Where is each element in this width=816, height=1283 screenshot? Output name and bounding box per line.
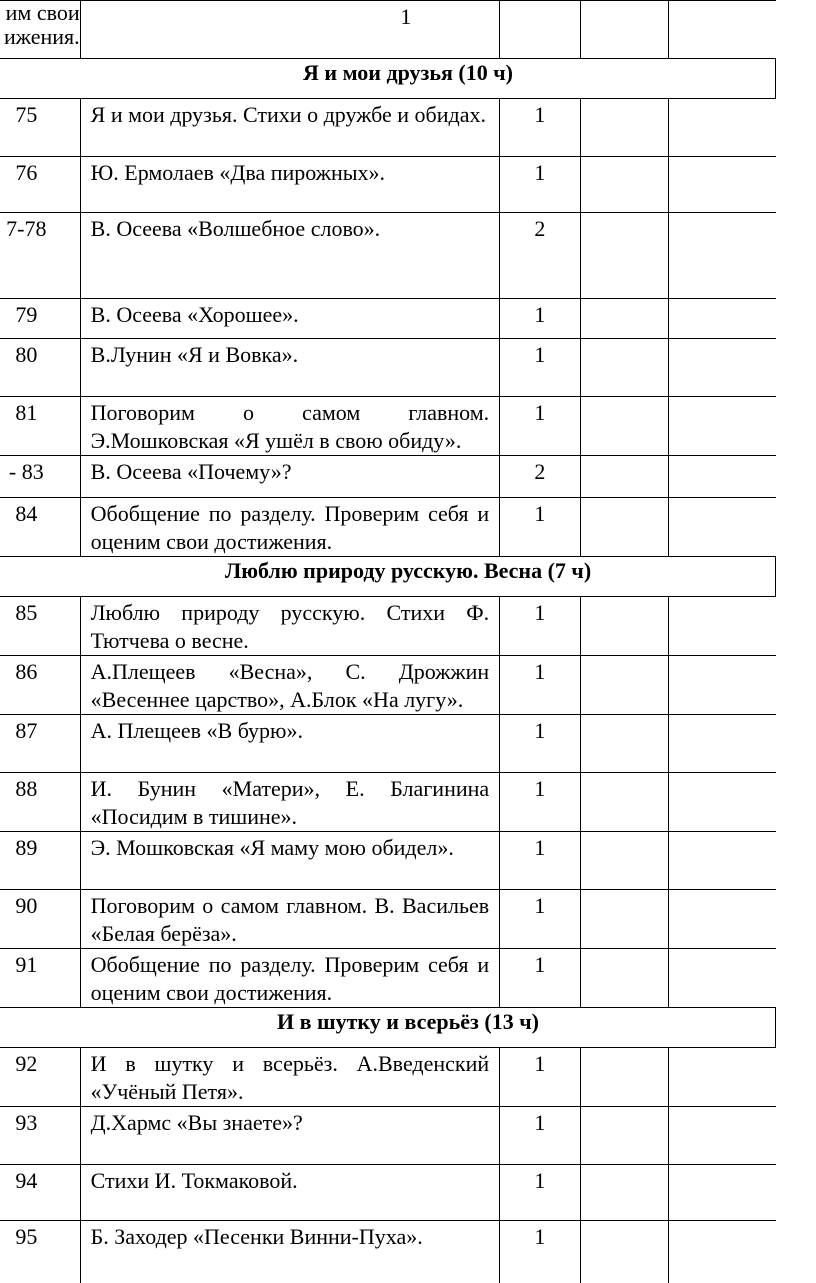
hours-value: 1 <box>534 835 546 860</box>
hours-cell <box>500 949 580 1008</box>
hours-cell <box>500 498 580 557</box>
lesson-plan-body <box>0 1 776 1283</box>
lesson-number: 80 <box>15 342 38 367</box>
hours-value: 1 <box>534 893 546 918</box>
hours-value: 1 <box>534 302 546 327</box>
section-title: Я и мои друзья (10 ч) <box>303 60 513 85</box>
table-row <box>0 1048 776 1107</box>
hours-cell <box>500 1107 580 1165</box>
hours-cell <box>500 1221 580 1283</box>
lesson-number: 90 <box>15 893 38 918</box>
date-cell <box>580 1107 668 1165</box>
topic-cell <box>80 1107 500 1165</box>
lesson-topic: В. Осеева «Волшебное слово». <box>90 216 381 241</box>
hours-value: 1 <box>534 952 546 977</box>
lesson-number-cell <box>0 949 80 1008</box>
notes-cell <box>668 890 775 949</box>
hours-value: 1 <box>534 1168 546 1193</box>
topic-cell <box>80 715 500 773</box>
table-row <box>0 498 776 557</box>
hours-value: 1 <box>534 776 546 801</box>
hours-cell <box>500 656 580 715</box>
hours-value: 2 <box>534 216 546 241</box>
hours-value: 2 <box>534 459 546 484</box>
notes-cell <box>668 339 775 397</box>
topic-cell <box>80 890 500 949</box>
lesson-number: 89 <box>15 835 38 860</box>
hours-cell <box>500 157 580 213</box>
lesson-number-line: им свои <box>5 0 80 25</box>
lesson-topic: Поговорим о самом главном. Э.Мошковская «Я ушёл в свою обиду». <box>90 400 490 453</box>
lesson-topic: В.Лунин «Я и Вовка». <box>90 342 299 367</box>
hours-cell <box>500 1 580 59</box>
lesson-number: 79 <box>15 302 38 327</box>
hours-cell <box>500 1048 580 1107</box>
lesson-number-line: ижения. <box>4 24 80 49</box>
table-row <box>0 1 776 59</box>
lesson-number: 94 <box>15 1168 38 1193</box>
notes-cell <box>668 1048 775 1107</box>
table-row <box>0 1221 776 1283</box>
hours-cell <box>500 715 580 773</box>
notes-cell <box>668 498 775 557</box>
date-cell <box>580 949 668 1008</box>
hours-value: 1 <box>534 659 546 684</box>
lesson-number: 95 <box>15 1224 38 1249</box>
lesson-number: 81 <box>15 400 38 425</box>
hours-value: 1 <box>534 501 546 526</box>
lesson-topic: Стихи И. Токмаковой. <box>90 1168 298 1193</box>
lesson-number-cell <box>0 597 80 656</box>
notes-cell <box>668 1165 775 1221</box>
table-row <box>0 715 776 773</box>
section-header-row <box>0 59 776 99</box>
topic-cell <box>80 832 500 890</box>
table-row <box>0 213 776 299</box>
date-cell <box>580 1221 668 1283</box>
hours-cell <box>500 99 580 157</box>
hours-cell <box>500 773 580 832</box>
lesson-topic: Э. Мошковская «Я маму мою обидел». <box>90 835 454 860</box>
lesson-topic: А. Плещеев «В бурю». <box>90 718 303 743</box>
hours-cell <box>500 597 580 656</box>
lesson-topic: Обобщение по разделу. Проверим себя и оценим свои достижения. <box>90 501 490 554</box>
lesson-number: 91 <box>15 952 38 977</box>
hours-value: 1 <box>534 1110 546 1135</box>
date-cell <box>580 832 668 890</box>
date-cell <box>580 339 668 397</box>
lesson-number: 7-78 <box>6 216 47 241</box>
notes-cell <box>668 397 775 456</box>
date-cell <box>580 1 668 59</box>
lesson-number-cell <box>0 299 80 339</box>
lesson-number: 76 <box>15 160 38 185</box>
lesson-number-cell <box>0 456 80 498</box>
date-cell <box>580 498 668 557</box>
date-cell <box>580 157 668 213</box>
table-row <box>0 456 776 498</box>
notes-cell <box>668 99 775 157</box>
topic-cell <box>80 299 500 339</box>
notes-cell <box>668 597 775 656</box>
table-row <box>0 773 776 832</box>
notes-cell <box>668 949 775 1008</box>
lesson-number-cell <box>0 656 80 715</box>
date-cell <box>580 773 668 832</box>
notes-cell <box>668 773 775 832</box>
lesson-topic: Ю. Ермолаев «Два пирожных». <box>90 160 386 185</box>
notes-cell <box>668 1107 775 1165</box>
hours-value: 1 <box>534 160 546 185</box>
lesson-number: 87 <box>15 718 38 743</box>
hours-value: 1 <box>534 342 546 367</box>
lesson-number: 85 <box>15 600 38 625</box>
notes-cell <box>668 832 775 890</box>
lesson-topic: Д.Хармс «Вы знаете»? <box>90 1110 303 1135</box>
lesson-topic: Обобщение по разделу. Проверим себя и оценим свои достижения. <box>90 952 490 1005</box>
table-row <box>0 949 776 1008</box>
table-row <box>0 339 776 397</box>
hours-value: 1 <box>534 102 546 127</box>
hours-value: 1 <box>534 600 546 625</box>
topic-cell <box>80 949 500 1008</box>
topic-cell <box>80 1048 500 1107</box>
lesson-number-cell <box>0 397 80 456</box>
topic-cell <box>80 157 500 213</box>
date-cell <box>580 597 668 656</box>
lesson-number: - 83 <box>8 459 44 484</box>
notes-cell <box>668 157 775 213</box>
lesson-number-cell <box>0 1048 80 1107</box>
topic-cell <box>80 456 500 498</box>
table-row <box>0 597 776 656</box>
hours-value: 1 <box>534 1224 546 1249</box>
lesson-number: 75 <box>15 102 38 127</box>
table-row <box>0 99 776 157</box>
section-title-cell <box>0 59 776 99</box>
date-cell <box>580 397 668 456</box>
topic-cell <box>80 397 500 456</box>
topic-cell <box>80 99 500 157</box>
table-row <box>0 656 776 715</box>
lesson-number-cell <box>0 890 80 949</box>
lesson-number: 84 <box>15 501 38 526</box>
hours-value: 1 <box>534 400 546 425</box>
table-row <box>0 299 776 339</box>
hours-cell <box>500 1165 580 1221</box>
lesson-topic: И. Бунин «Матери», Е. Благинина «Посидим в тишине». <box>90 776 490 829</box>
lesson-topic: А.Плещеев «Весна», С. Дрожжин «Весеннее царство», А.Блок «На лугу». <box>90 659 490 712</box>
date-cell <box>580 656 668 715</box>
notes-cell <box>668 456 775 498</box>
notes-cell <box>668 299 775 339</box>
section-title: Люблю природу русскую. Весна (7 ч) <box>224 558 592 583</box>
section-title-cell <box>0 557 776 597</box>
hours-value: 1 <box>400 4 412 29</box>
hours-cell <box>500 832 580 890</box>
hours-value: 1 <box>534 718 546 743</box>
hours-cell <box>500 890 580 949</box>
lesson-number-cell <box>0 498 80 557</box>
topic-cell <box>80 656 500 715</box>
date-cell <box>580 1048 668 1107</box>
table-row <box>0 157 776 213</box>
lesson-topic: Б. Заходер «Песенки Винни-Пуха». <box>90 1224 423 1249</box>
hours-cell <box>500 213 580 299</box>
lesson-number: 86 <box>15 659 38 684</box>
date-cell <box>580 715 668 773</box>
lesson-number-cell <box>0 1221 80 1283</box>
section-header-row <box>0 557 776 597</box>
lesson-number-cell <box>0 1107 80 1165</box>
lesson-number-cell <box>0 339 80 397</box>
lesson-number-cell <box>0 213 80 299</box>
lesson-topic: И в шутку и всерьёз. А.Введенский «Учёный Петя». <box>90 1051 490 1104</box>
notes-cell <box>668 213 775 299</box>
section-title: И в шутку и всерьёз (13 ч) <box>277 1009 539 1034</box>
topic-cell <box>80 498 500 557</box>
notes-cell <box>668 1 775 59</box>
hours-cell <box>500 299 580 339</box>
table-row <box>0 1165 776 1221</box>
lesson-number: 93 <box>15 1110 38 1135</box>
lesson-topic: Люблю природу русскую. Стихи Ф. Тютчева о весне. <box>90 600 490 653</box>
notes-cell <box>668 715 775 773</box>
topic-cell <box>80 339 500 397</box>
date-cell <box>580 890 668 949</box>
topic-cell <box>80 773 500 832</box>
table-row <box>0 890 776 949</box>
lesson-number-cell <box>0 99 80 157</box>
lesson-number-cell <box>0 715 80 773</box>
notes-cell <box>668 656 775 715</box>
hours-cell <box>500 339 580 397</box>
topic-cell <box>80 1165 500 1221</box>
topic-cell <box>80 1 500 59</box>
notes-cell <box>668 1221 775 1283</box>
lesson-number: 92 <box>15 1051 38 1076</box>
lesson-number-cell <box>0 832 80 890</box>
date-cell <box>580 299 668 339</box>
lesson-topic: Я и мои друзья. Стихи о дружбе и обидах. <box>90 102 486 127</box>
section-header-row <box>0 1008 776 1048</box>
hours-value: 1 <box>534 1051 546 1076</box>
date-cell <box>580 213 668 299</box>
topic-cell <box>80 213 500 299</box>
section-title-cell <box>0 1008 776 1048</box>
date-cell <box>580 1165 668 1221</box>
lesson-number-cell <box>0 773 80 832</box>
lesson-topic: В. Осеева «Почему»? <box>90 459 292 484</box>
hours-cell <box>500 456 580 498</box>
topic-cell <box>80 1221 500 1283</box>
lesson-number-cell <box>0 1 80 59</box>
date-cell <box>580 99 668 157</box>
hours-cell <box>500 397 580 456</box>
lesson-topic: Поговорим о самом главном. В. Васильев «Белая берёза». <box>90 893 490 946</box>
table-row <box>0 397 776 456</box>
lesson-number: 88 <box>15 776 38 801</box>
lesson-topic: В. Осеева «Хорошее». <box>90 302 299 327</box>
table-row <box>0 1107 776 1165</box>
lesson-number-cell <box>0 1165 80 1221</box>
table-row <box>0 832 776 890</box>
topic-cell <box>80 597 500 656</box>
date-cell <box>580 456 668 498</box>
lesson-number-cell <box>0 157 80 213</box>
